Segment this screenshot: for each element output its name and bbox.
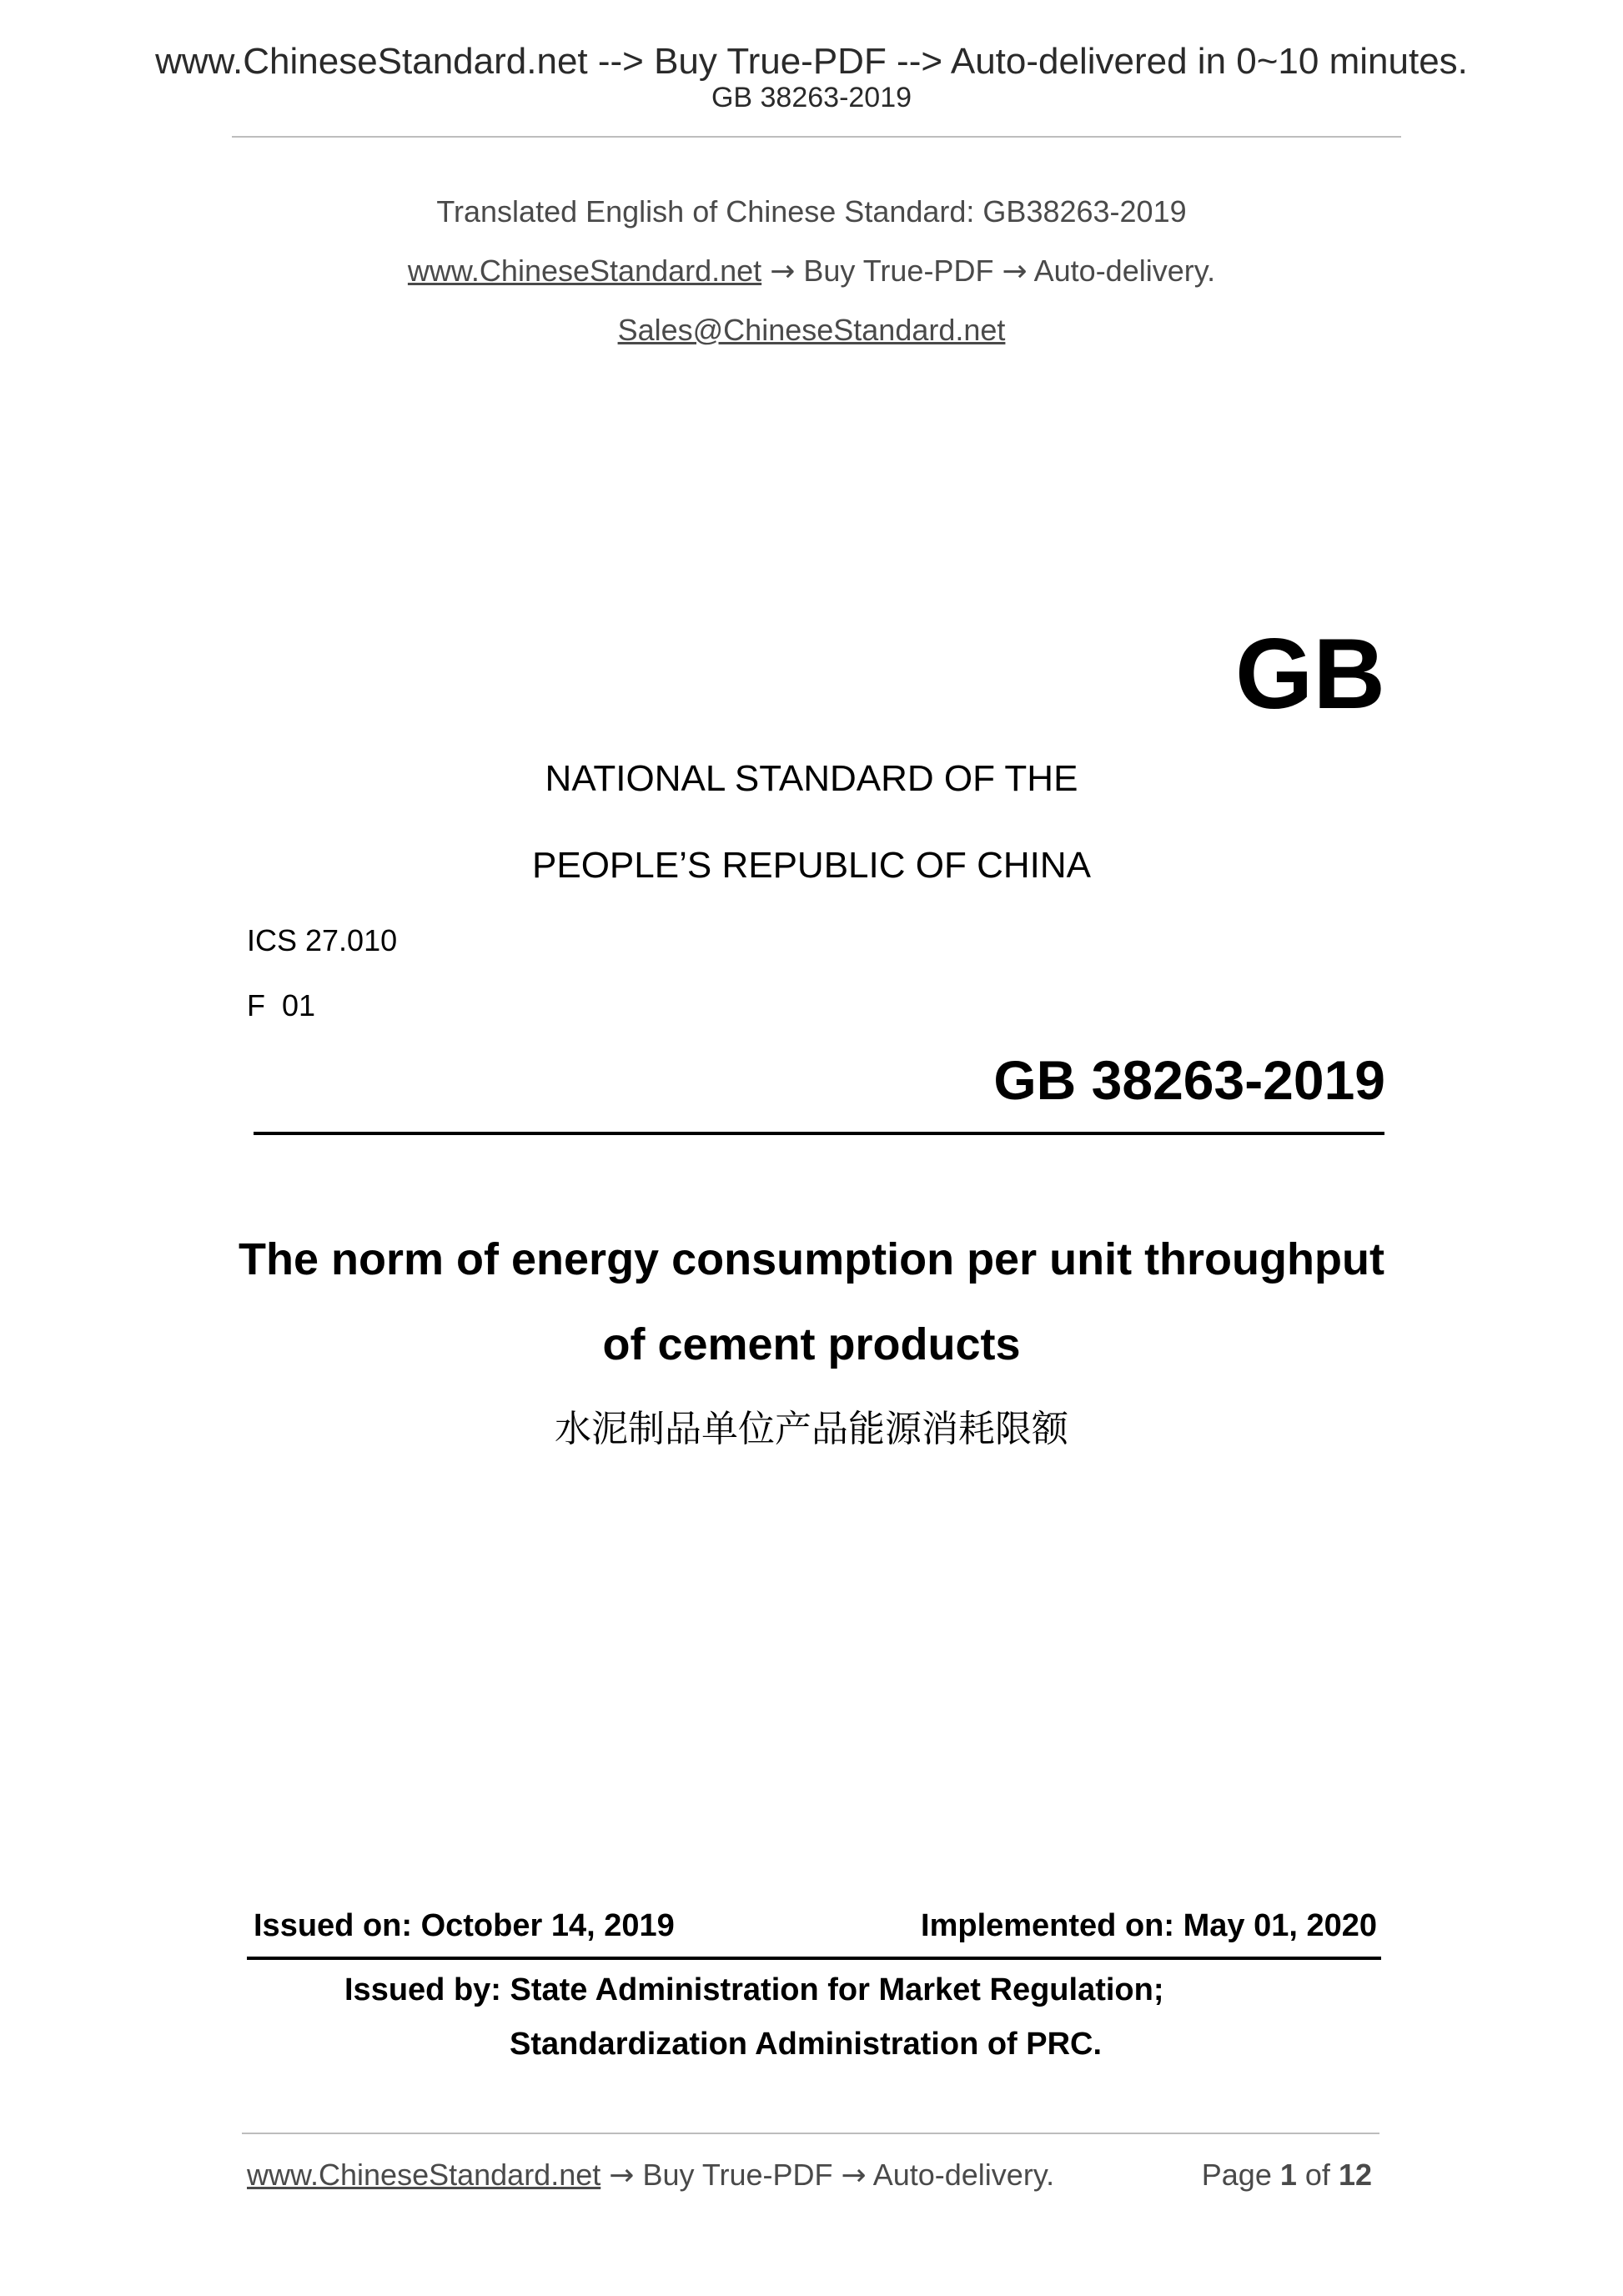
header-divider — [232, 136, 1401, 138]
national-standard-line1: NATIONAL STANDARD OF THE — [545, 758, 1078, 799]
arrow-right-icon: → — [609, 2158, 635, 2193]
arrow-right-icon: → — [1002, 254, 1028, 289]
sales-email-link[interactable]: Sales@ChineseStandard.net — [617, 313, 1006, 347]
page-current: 1 — [1279, 2158, 1297, 2192]
issue-rule — [247, 1957, 1381, 1960]
issued-on-date: Issued on: October 14, 2019 — [254, 1908, 675, 1943]
national-standard-line2: PEOPLE’S REPUBLIC OF CHINA — [532, 845, 1091, 886]
gb-mark: GB — [1235, 618, 1385, 730]
top-banner: www.ChineseStandard.net --> Buy True-PDF --> Auto-delivered in 0~10 minutes. — [155, 41, 1468, 82]
arrow-right-icon: → — [841, 2158, 867, 2193]
auto-delivery-text: Auto-delivery. — [1033, 254, 1216, 288]
translation-note: Translated English of Chinese Standard: GB38263-2019 — [436, 194, 1187, 229]
footer-auto-text: Auto-delivery. — [872, 2158, 1055, 2192]
standard-number-rule — [254, 1132, 1384, 1135]
page-indicator — [1202, 2160, 1372, 2190]
footer-links — [247, 2160, 1054, 2191]
standard-number: GB 38263-2019 — [993, 1049, 1385, 1111]
title-line2: of cement products — [602, 1319, 1021, 1369]
ccs-code: F 01 — [247, 988, 316, 1022]
page-label: Page — [1201, 2158, 1272, 2192]
arrow-right-icon: → — [770, 254, 796, 289]
page-total: 12 — [1338, 2158, 1372, 2192]
footer-divider — [242, 2133, 1379, 2134]
running-header-code: GB 38263-2019 — [711, 82, 912, 113]
footer-buy-text: Buy True-PDF — [642, 2158, 833, 2192]
ics-code: ICS 27.010 — [247, 923, 398, 957]
delivery-line — [0, 256, 1623, 287]
email-line — [0, 315, 1623, 345]
site-link[interactable]: www.ChineseStandard.net — [407, 254, 762, 288]
footer-site-link[interactable]: www.ChineseStandard.net — [247, 2158, 601, 2192]
issued-by-line1: Issued by: State Administration for Market Regulation; — [344, 1972, 1164, 2007]
implemented-on-date: Implemented on: May 01, 2020 — [921, 1908, 1377, 1943]
title-line1: The norm of energy consumption per unit throughput — [239, 1234, 1384, 1284]
issued-by-line2: Standardization Administration of PRC. — [510, 2027, 1103, 2062]
of-label: of — [1304, 2158, 1330, 2192]
buy-text: Buy True-PDF — [803, 254, 994, 288]
title-chinese: 水泥制品单位产品能源消耗限额 — [555, 1408, 1068, 1450]
